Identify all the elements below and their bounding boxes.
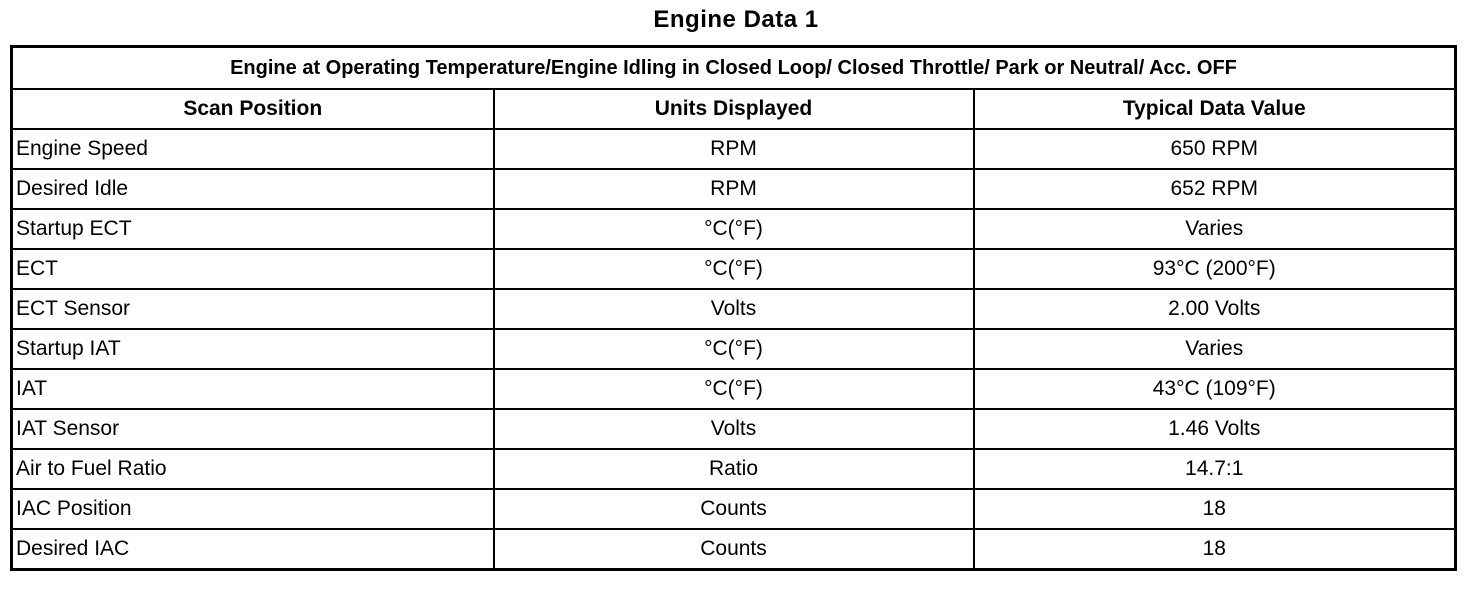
units-cell: °C(°F) — [494, 329, 974, 369]
scan-position-cell: Startup ECT — [12, 209, 494, 249]
column-header-row — [12, 89, 1456, 129]
units-cell: °C(°F) — [494, 249, 974, 289]
scan-position-cell: IAC Position — [12, 489, 494, 529]
units-cell: Ratio — [494, 449, 974, 489]
value-cell: 18 — [974, 489, 1456, 529]
column-header-scan-position: Scan Position — [12, 89, 494, 129]
table-row — [12, 369, 1456, 409]
scan-position-cell: ECT — [12, 249, 494, 289]
value-cell: 1.46 Volts — [974, 409, 1456, 449]
column-header-typical-data-value: Typical Data Value — [974, 89, 1456, 129]
value-cell: 14.7:1 — [974, 449, 1456, 489]
units-cell: Counts — [494, 529, 974, 570]
engine-data-table — [10, 45, 1457, 571]
scan-position-cell: IAT Sensor — [12, 409, 494, 449]
table-row — [12, 209, 1456, 249]
condition-header: Engine at Operating Temperature/Engine Idling in Closed Loop/ Closed Throttle/ Park or Neutral/ Acc. OFF — [12, 47, 1456, 90]
units-cell: RPM — [494, 169, 974, 209]
condition-row — [12, 47, 1456, 90]
scan-position-cell: Engine Speed — [12, 129, 494, 169]
scan-position-cell: Desired Idle — [12, 169, 494, 209]
table-row — [12, 329, 1456, 369]
units-cell: RPM — [494, 129, 974, 169]
scan-position-cell: Startup IAT — [12, 329, 494, 369]
units-cell: Counts — [494, 489, 974, 529]
value-cell: 93°C (200°F) — [974, 249, 1456, 289]
table-row — [12, 449, 1456, 489]
units-cell: Volts — [494, 409, 974, 449]
scan-position-cell: ECT Sensor — [12, 289, 494, 329]
scan-position-cell: IAT — [12, 369, 494, 409]
table-row — [12, 289, 1456, 329]
table-body — [12, 129, 1456, 570]
units-cell: °C(°F) — [494, 369, 974, 409]
value-cell: Varies — [974, 209, 1456, 249]
value-cell: Varies — [974, 329, 1456, 369]
table-row — [12, 169, 1456, 209]
value-cell: 43°C (109°F) — [974, 369, 1456, 409]
page-title: Engine Data 1 — [653, 6, 819, 33]
table-row — [12, 529, 1456, 570]
table-row — [12, 409, 1456, 449]
table-row — [12, 249, 1456, 289]
scan-position-cell: Air to Fuel Ratio — [12, 449, 494, 489]
table-row — [12, 489, 1456, 529]
value-cell: 652 RPM — [974, 169, 1456, 209]
value-cell: 18 — [974, 529, 1456, 570]
units-cell: °C(°F) — [494, 209, 974, 249]
value-cell: 650 RPM — [974, 129, 1456, 169]
column-header-units-displayed: Units Displayed — [494, 89, 974, 129]
units-cell: Volts — [494, 289, 974, 329]
value-cell: 2.00 Volts — [974, 289, 1456, 329]
scan-position-cell: Desired IAC — [12, 529, 494, 570]
table-row — [12, 129, 1456, 169]
